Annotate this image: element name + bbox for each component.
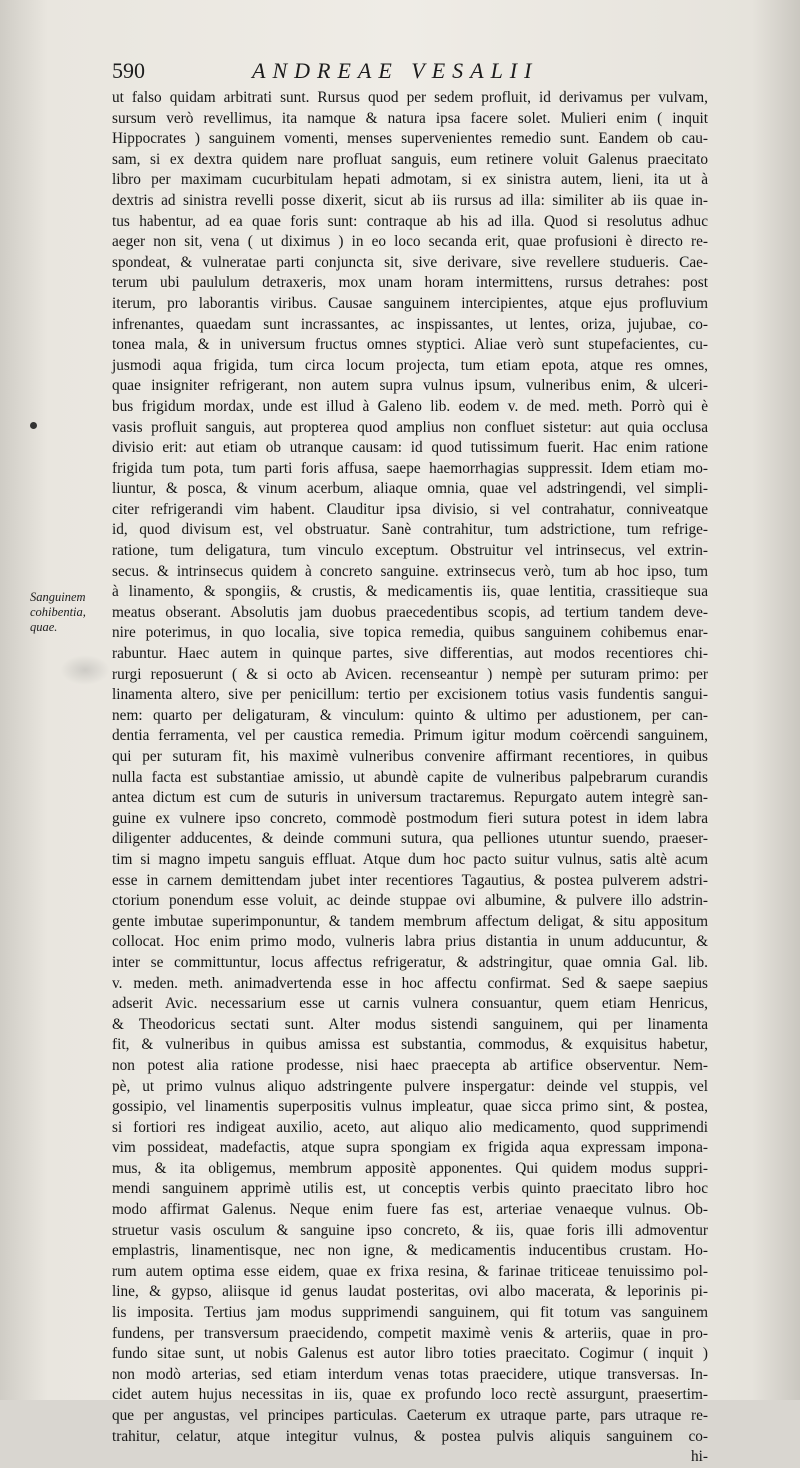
text-line: qui per suturam fit, his maximè vulneribus convenire affirmant recentiores, in quibus bbox=[112, 748, 708, 765]
text-line: spondeat, & vulneratae parti conjuncta sit, sive derivare, sive revellere studueris. Cae- bbox=[112, 253, 708, 271]
marginal-note-line: quae. bbox=[30, 620, 58, 634]
text-line: bus frigidum mordax, unde est illud à Galeno lib. eodem v. de med. meth. Porrò qui è bbox=[112, 397, 708, 415]
text-line: frigida tum pota, tum parti foris affusa, saepe haemorrhagias suppressit. Idem etiam mo- bbox=[112, 459, 708, 477]
text-line: quae insigniter refrigerant, non autem supra vulnus ipsum, vulneribus enim, & ulceri- bbox=[112, 377, 708, 395]
text-line: aeger non sit, vena ( ut diximus ) in eo loco secanda erit, quae profusioni è directo re- bbox=[112, 233, 708, 251]
text-line: rurgi reposuerunt ( & si octo ab Avicen. recenseantur ) nempè per suturam primo: per bbox=[112, 665, 708, 683]
text-line: nire poterimus, in quo localia, sive topica remedia, quibus sanguinem cohibemus enar- bbox=[112, 624, 708, 642]
marginal-note-line: cohibentia, bbox=[30, 605, 86, 619]
text-line: si fortiori res indigeat auxilio, aceto, aut aliquo alio medicamento, quod supprimendi bbox=[112, 1118, 708, 1136]
text-line: fundens, per transversum praecidendo, competit maximè venis & arteriis, quae in pro- bbox=[112, 1324, 708, 1342]
text-line: tim si magno impetu sanguis effluat. Atque dum hoc pacto suitur vulnus, satis altè acum bbox=[112, 850, 708, 868]
text-line: modo affirmat Galenus. Neque enim fuere fas est, arteriae venaeque vulnus. Ob- bbox=[112, 1201, 708, 1219]
text-line: struetur vasis osculum & sanguine ipso concreto, & iis, quae foris illi admoventur bbox=[112, 1221, 708, 1239]
text-line: mendi sanguinem apprimè utilis est, ut conceptis verbis quinto praecitato libro hoc bbox=[112, 1180, 708, 1198]
text-line: gente imbutae superimponuntur, & tandem membrum affectum deligat, & situ appositum bbox=[112, 912, 708, 930]
text-line: hi- bbox=[691, 1448, 708, 1466]
text-line: jusmodi aqua frigida, tum circa locum projecta, tum etiam epota, atque res omnes, bbox=[112, 356, 708, 374]
text-line: Hippocrates ) sanguinem vomenti, menses supervenientes remedio sunt. Eandem ob cau- bbox=[112, 130, 708, 148]
marginal-note-line: Sanguinem bbox=[30, 590, 86, 604]
text-line: libro per maximam cucurbitulam hepati admotam, si ex sinistra autem, lieni, ita ut à bbox=[112, 171, 708, 189]
text-line: secus. & intrinsecus quidem à concreto sanguine. extrinsecus verò, tum ab hoc ipso, tum bbox=[112, 562, 708, 580]
text-line: fundo sitae sunt, ut nobis Galenus est autor libro toties praecitato. Cogimur ( inquit ) bbox=[112, 1345, 708, 1363]
text-line: line, & gypso, aliisque id genus laudat posteritas, ovi albo macerata, & leporinis pi- bbox=[112, 1283, 708, 1301]
text-line: non modò arterias, sed etiam interdum venas totas praecidere, utique transversas. In- bbox=[112, 1365, 708, 1383]
text-line: vasis profluit sanguis, aut propterea quod amplius non confluet sistetur: aut quia occlusa bbox=[112, 418, 708, 436]
text-line: dentia ferramenta, vel per caustica remedia. Primum igitur modum coërcendi sanguinem, bbox=[112, 727, 708, 745]
text-line: dextris ad sinistra revelli posse dixerit, sicut ab iis rursus ad illa: similiter ab iis quae in- bbox=[112, 191, 708, 209]
text-line: cidet autem hujus necessitas in iis, quae ex profundo loco rectè assurgunt, praesertim- bbox=[112, 1386, 708, 1404]
text-line: sursum verò revellimus, ita namque & natura ipsa facere solet. Mulieri enim ( inquit bbox=[112, 109, 708, 127]
text-line: iterum, pro laborantis viribus. Causae sanguinem intercipientes, atque ejus profluvium bbox=[112, 294, 708, 312]
text-line: terum ubi paululum detraxeris, mox unam horam intermittens, rursus detrahes: post bbox=[112, 274, 708, 292]
text-line: à linamento, & spongiis, & crustis, & medicamentis iis, quae lentitia, crassitieque sua bbox=[112, 583, 708, 601]
text-line: emplastris, linamentisque, nec non igne, & medicamentis inducentibus crustam. Ho- bbox=[112, 1242, 708, 1260]
marginal-note bbox=[30, 590, 110, 635]
text-line: lis imposita. Tertius jam modus supprimendi sanguinem, qui fit totum vas sanguinem bbox=[112, 1304, 708, 1322]
text-line: nem: quarto per deligaturam, & vinculum: quinto & ultimo per adustionem, per can- bbox=[112, 706, 708, 724]
text-line: fit, & vulneribus in quibus amissa est substantia, commodus, & exquisitus habetur, bbox=[112, 1036, 708, 1054]
text-line: vim possideat, madefactis, atque supra spongiam ex frigida aqua expressam impona- bbox=[112, 1139, 708, 1157]
text-line: infrenantes, quaedam sunt incrassantes, ac inspissantes, ut lentes, oriza, jujubae, co- bbox=[112, 315, 708, 333]
text-line: citer refrigerandi vim habent. Clauditur ipsa divisio, si vel contrahatur, conniveatque bbox=[112, 500, 708, 518]
text-line: & Theodoricus sectati sunt. Alter modus sistendi sanguinem, qui per linamenta bbox=[112, 1015, 708, 1033]
ink-spot bbox=[30, 422, 37, 429]
text-line: divisio erit: aut etiam ob utranque causam: id quod tutissimum fuerit. Hac enim ratione bbox=[112, 439, 708, 457]
text-line: v. meden. meth. animadvertenda esse in hoc affectu confirmat. Sed & saepe saepius bbox=[112, 974, 708, 992]
text-line: rum autem optima esse eidem, quae ex frixa resina, & farinae triticeae tenuissimo pol- bbox=[112, 1262, 708, 1280]
text-line: mus, & ita obligemus, membrum appositè apponentes. Qui quidem modus suppri- bbox=[112, 1159, 708, 1177]
text-line: collocat. Hoc enim primo modo, vulneris labra prius distantia in unum adducuntur, & bbox=[112, 933, 708, 951]
text-line: que per angustas, vel principes particulas. Caeterum ex utraque parte, pars utraque re- bbox=[112, 1407, 708, 1424]
text-line: id, quod divisum est, vel obstruatur. Sanè contrahitur, tum adstrictione, tum refrige- bbox=[112, 521, 708, 539]
text-line: non potest alia ratione prodesse, nisi haec praecepta ab artifice observentur. Nem- bbox=[112, 1056, 708, 1074]
running-head: ANDREAE VESALII bbox=[252, 58, 539, 83]
text-line: gossipio, vel linamentis superpositis vulnus impleatur, quae sicca primo sint, & postea, bbox=[112, 1098, 708, 1116]
text-line: adserit Avic. necessarium esse ut carnis vulnera consuantur, quem etiam Henricus, bbox=[112, 995, 708, 1013]
text-line: sam, si ex dextra quidem nare profluat sanguis, eum retinere voluit Galenus praecitato bbox=[112, 150, 708, 168]
text-line: rabuntur. Haec autem in quinque partes, sive differentias, aut modos recentiores chi- bbox=[112, 645, 708, 663]
text-line: guine ex vulnere ipso concreto, commodè postmodum fieri sutura potest in idem labra bbox=[112, 809, 708, 827]
text-line: tus habentur, ad ea quae foris sunt: contraque ab his ad illa. Quod si resolutus adhuc bbox=[112, 212, 708, 230]
text-line: nulla facta est substantiae amissio, ut abundè capite de vulneribus palpebrarum curandis bbox=[112, 768, 708, 786]
text-line: linamenta altero, sive per penicillum: tertio per excisionem totius vasis fundentis sangui- bbox=[112, 686, 708, 704]
page-number: 590 bbox=[112, 58, 145, 83]
text-line: ut falso quidam arbitrati sunt. Rursus quod per sedem profluit, id derivamus per vulvam, bbox=[112, 89, 708, 106]
text-line: tonea mala, & in universum fructus omnes styptici. Aliae verò sunt stupefacientes, cu- bbox=[112, 336, 708, 354]
text-line: trahitur, celatur, atque integitur vulnus, & postea pulvis aliquis sanguinem co- bbox=[112, 1427, 708, 1445]
bleed-through-mark bbox=[60, 655, 110, 685]
body-text bbox=[112, 88, 708, 1468]
text-line: ratione, tum deligatura, tum vinculo exceptum. Obstruitur vel intrinsecus, vel extrin- bbox=[112, 542, 708, 560]
text-line: diligenter adducentes, & deinde communi sutura, qua pelliones utuntur suendo, praeser- bbox=[112, 830, 708, 848]
text-line: liuntur, & posca, & vinum acerbum, aliaque omnia, quae vel adstringendi, vel simpli- bbox=[112, 480, 708, 498]
page-header bbox=[112, 58, 712, 88]
text-line: inter se committuntur, locus affectus refrigeratur, & adstringitur, quae omnia Gal. lib. bbox=[112, 953, 708, 971]
text-line: ctorium ponendum esse voluit, ac deinde stuppae ovi albumine, & pulvere illo adstrin- bbox=[112, 892, 708, 910]
text-line: antea dictum est cum de suturis in universum tractaremus. Repurgato autem integrè san- bbox=[112, 789, 708, 807]
text-line: esse in carnem demittendam jubet inter recentiores Tagautius, & postea pulverem adstri- bbox=[112, 871, 708, 889]
text-line: meatus obserant. Absolutis jam duobus praecedentibus scopis, ad tertium tandem deve- bbox=[112, 603, 708, 621]
text-line: pè, ut primo vulnus aliquo adstringente pulvere inspergatur: deinde vel stuppis, vel bbox=[112, 1077, 708, 1095]
